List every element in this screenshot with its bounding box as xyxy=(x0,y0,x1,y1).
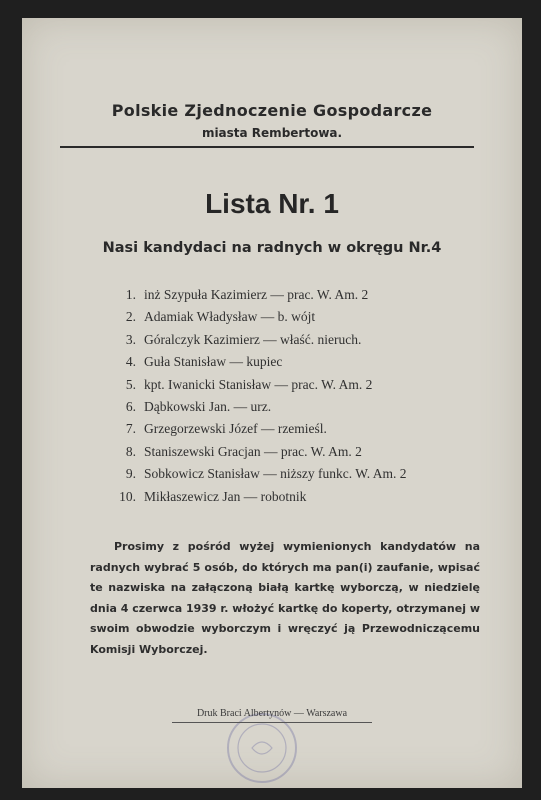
document-page xyxy=(22,18,522,788)
candidate-entry: Adamiak Władysław — b. wójt xyxy=(144,309,316,325)
candidate-number: 9. xyxy=(125,466,136,482)
candidate-number: 8. xyxy=(125,443,136,459)
candidate-number: 10. xyxy=(119,488,136,504)
candidate-entry: Dąbkowski Jan. — urz. xyxy=(144,398,272,414)
header-divider xyxy=(60,146,474,148)
list-item xyxy=(110,306,406,328)
list-title: Lista Nr. 1 xyxy=(205,188,339,219)
list-item xyxy=(110,441,406,463)
candidate-entry: inż Szypuła Kazimierz — prac. W. Am. 2 xyxy=(144,287,369,302)
candidate-number: 6. xyxy=(125,398,136,414)
organization-name: Polskie Zjednoczenie Gospodarcze xyxy=(111,101,433,120)
list-item xyxy=(110,463,406,485)
stamp-seal-icon xyxy=(222,708,302,788)
printer-imprint: Druk Braci Albertynów — Warszawa xyxy=(196,708,348,719)
voting-instructions: Prosimy z pośród wyżej wymienionych kandydatów na radnych wybrać 5 osób, do których ma pan(i) zaufanie, wpisać te nazwiska na załączoną białą kartkę wyborczą, w niedzielę dnia 4 czerwca 1939 r. włożyć kartkę do koperty, otrzymanej w swoim obwodzie wyborczym i wręczyć ją Przewodniczącemu Komisji Wyborczej. xyxy=(90,540,480,656)
candidate-entry: Sobkowicz Stanisław — niższy funkc. W. Am. 2 xyxy=(144,466,407,482)
candidate-number: 4. xyxy=(125,354,136,370)
list-item xyxy=(110,418,406,440)
list-item xyxy=(110,396,406,418)
candidate-list xyxy=(110,284,406,508)
candidate-entry: Grzegorzewski Józef — rzemieśl. xyxy=(144,421,327,437)
candidate-entry: kpt. Iwanicki Stanisław — prac. W. Am. 2 xyxy=(144,376,373,392)
list-subtitle: Nasi kandydaci na radnych w okręgu Nr.4 xyxy=(102,240,442,256)
candidate-number: 5. xyxy=(125,376,136,392)
candidate-entry: Góralczyk Kazimierz — właść. nieruch. xyxy=(144,331,362,347)
candidate-number: 3. xyxy=(125,331,136,347)
candidate-number: 7. xyxy=(125,421,136,437)
candidate-entry: Staniszewski Gracjan — prac. W. Am. 2 xyxy=(144,443,362,459)
candidate-entry: Guła Stanisław — kupiec xyxy=(144,354,283,370)
list-item xyxy=(110,351,406,373)
list-item xyxy=(110,284,406,306)
candidate-number: 1. xyxy=(125,287,136,302)
list-item xyxy=(110,374,406,396)
organization-city: miasta Rembertowa. xyxy=(201,126,343,140)
printer-underline xyxy=(172,722,372,723)
list-item xyxy=(110,329,406,351)
candidate-entry: Mikłaszewicz Jan — robotnik xyxy=(144,488,307,504)
candidate-number: 2. xyxy=(125,309,136,325)
list-item xyxy=(110,486,406,508)
